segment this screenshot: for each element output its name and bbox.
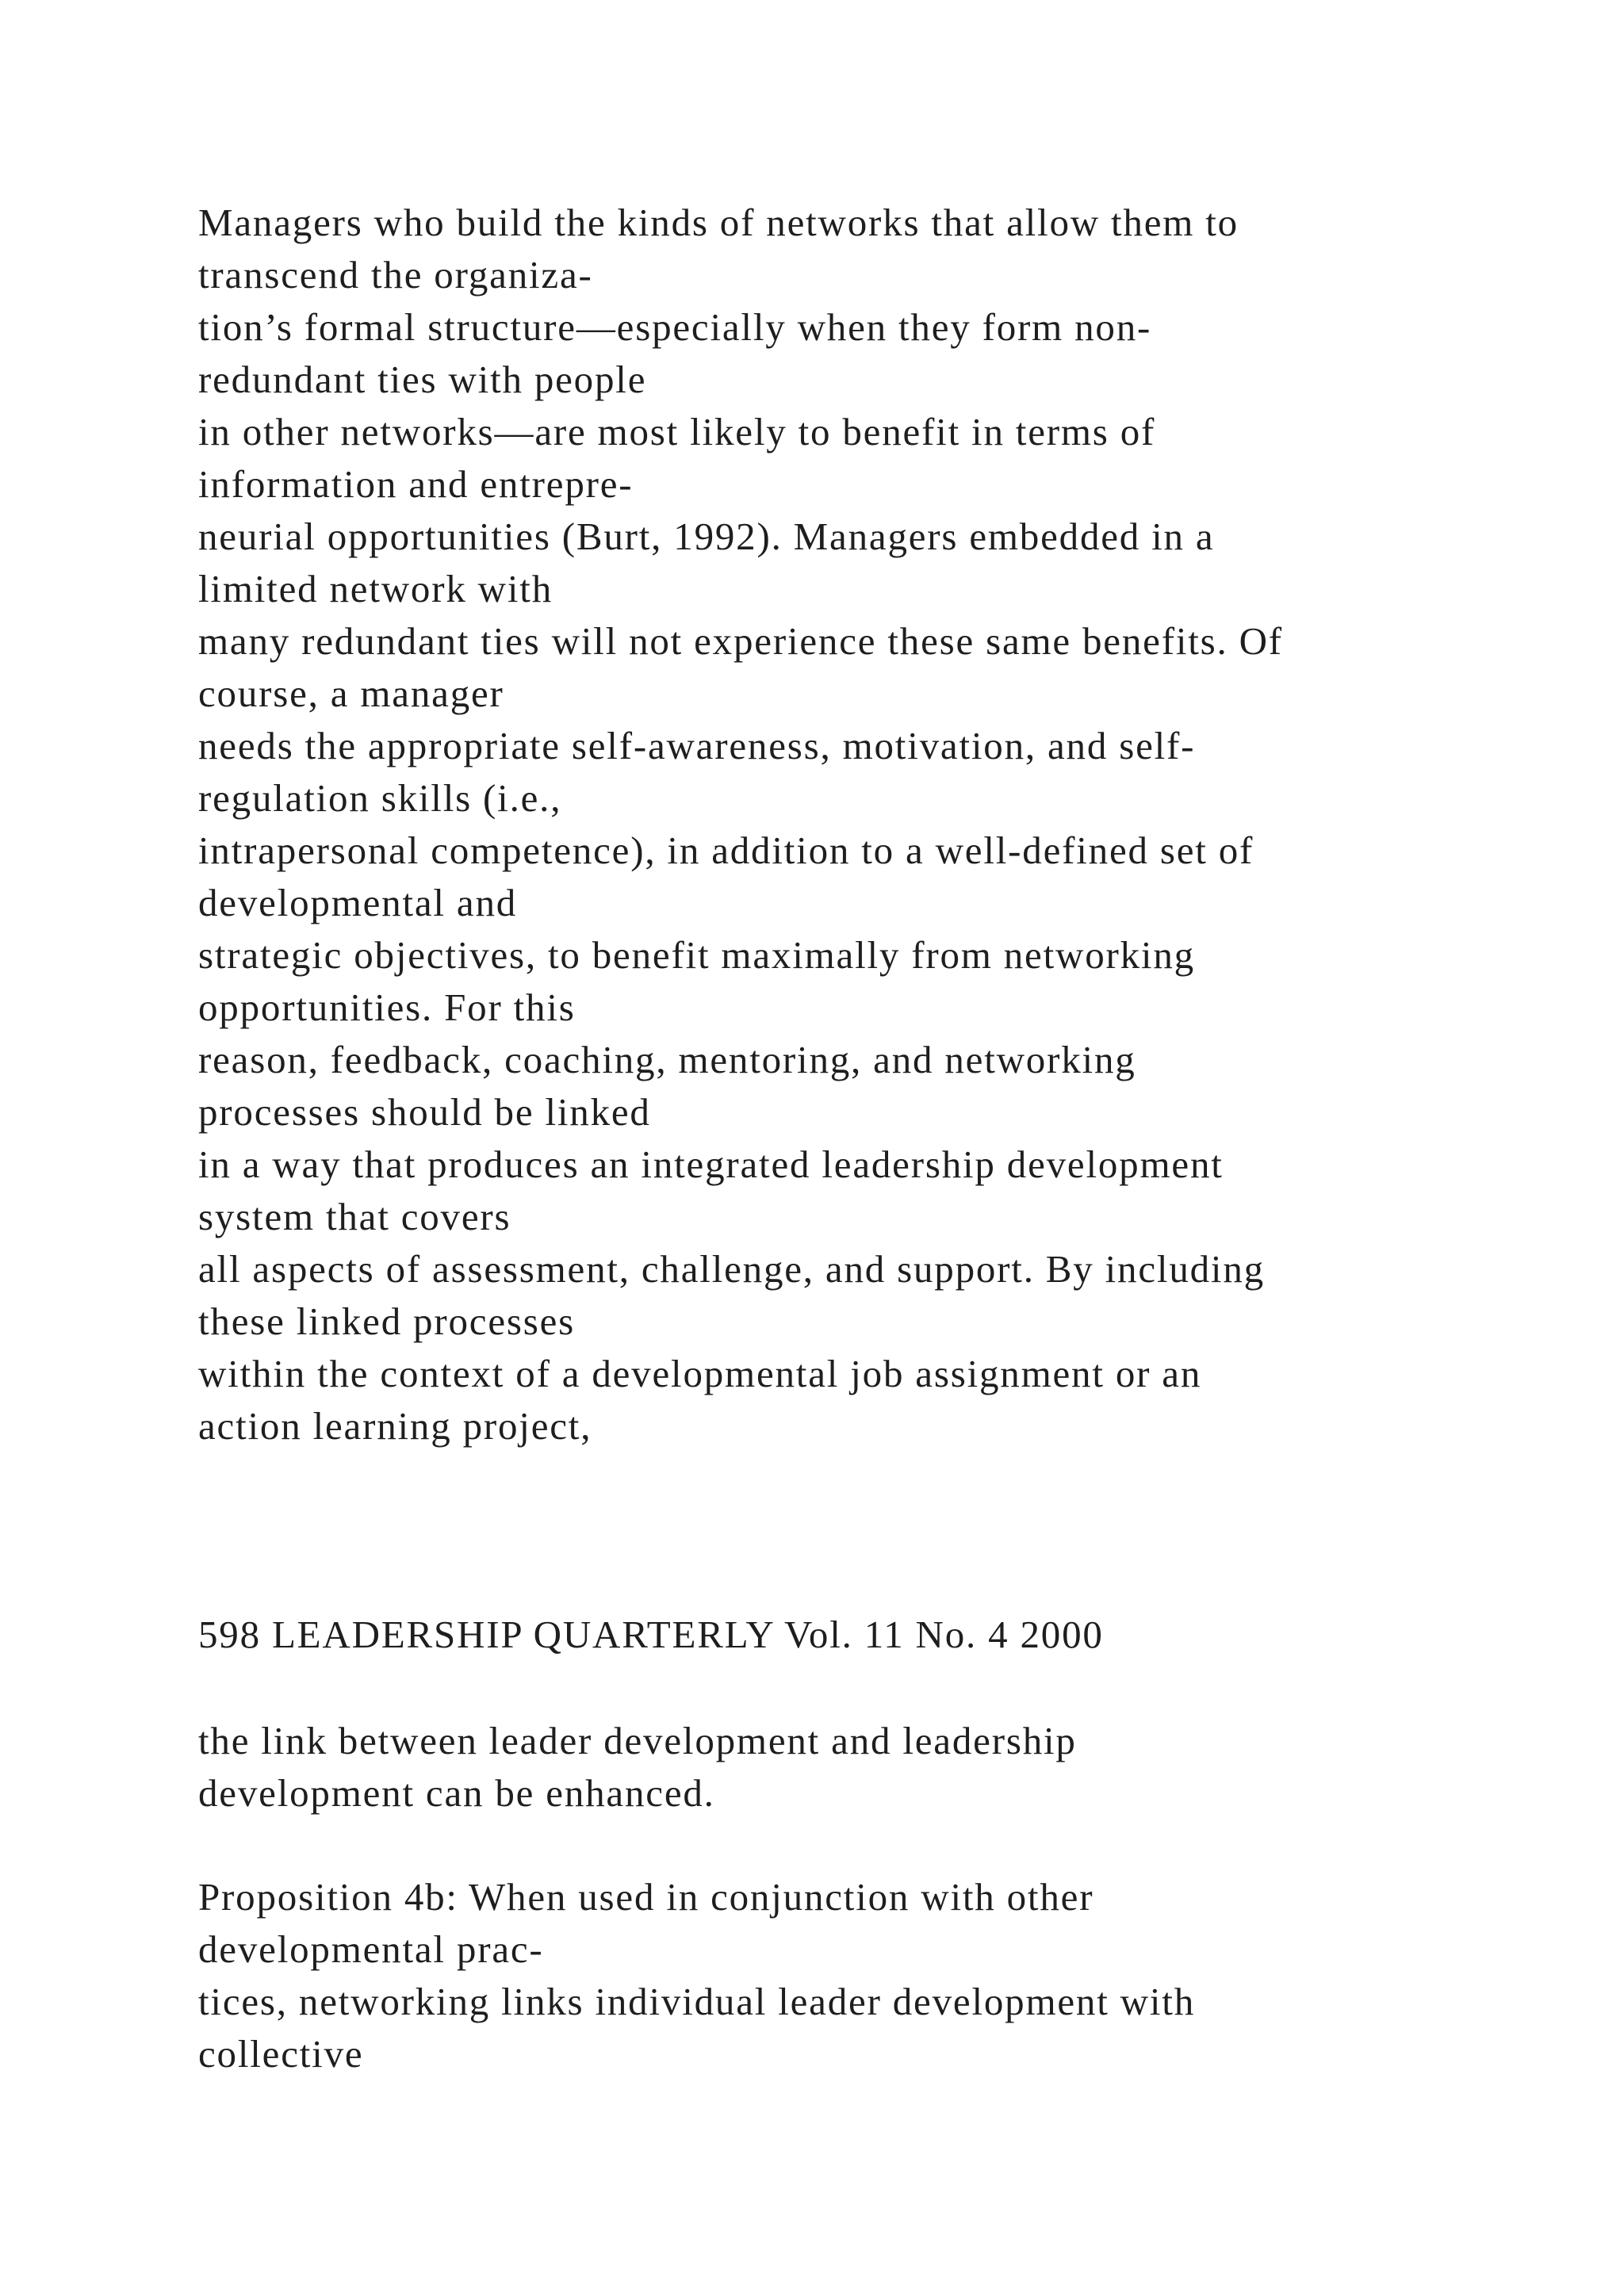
text-line: needs the appropriate self-awareness, motivation, and self- [198, 724, 1196, 767]
text-line: opportunities. For this [198, 985, 576, 1029]
text-line: Managers who build the kinds of networks that allow them to [198, 201, 1239, 244]
text-line: all aspects of assessment, challenge, and support. By including [198, 1247, 1265, 1291]
text-line: Proposition 4b: When used in conjunction with other [198, 1875, 1094, 1919]
text-line: information and entrepre- [198, 462, 634, 506]
text-line: tion’s formal structure—especially when they form non- [198, 305, 1152, 349]
text-line: redundant ties with people [198, 358, 647, 401]
text-line: in a way that produces an integrated leadership development [198, 1142, 1224, 1186]
text-line: regulation skills (i.e., [198, 776, 562, 820]
text-line: limited network with [198, 567, 553, 610]
text-line: development can be enhanced. [198, 1771, 715, 1815]
running-header: 598 LEADERSHIP QUARTERLY Vol. 11 No. 4 2000 [198, 1613, 1104, 1656]
text-line: developmental prac- [198, 1927, 544, 1971]
text-line: transcend the organiza- [198, 253, 593, 297]
text-line: neurial opportunities (Burt, 1992). Managers embedded in a [198, 515, 1215, 558]
text-line: intrapersonal competence), in addition to a well-defined set of [198, 828, 1254, 872]
text-line: tices, networking links individual leader development with [198, 1980, 1195, 2023]
text-line: system that covers [198, 1195, 511, 1238]
text-line: collective [198, 2032, 364, 2076]
text-line: these linked processes [198, 1299, 576, 1343]
text-line: course, a manager [198, 672, 504, 715]
text-line: the link between leader development and leadership [198, 1719, 1077, 1762]
text-line: developmental and [198, 881, 518, 924]
text-line: within the context of a developmental job assignment or an [198, 1352, 1202, 1395]
text-line: action learning project, [198, 1404, 592, 1448]
text-line: reason, feedback, coaching, mentoring, and networking [198, 1038, 1136, 1081]
text-line: processes should be linked [198, 1090, 651, 1134]
text-line: strategic objectives, to benefit maximally from networking [198, 933, 1195, 977]
text-line: in other networks—are most likely to benefit in terms of [198, 410, 1156, 453]
text-line: many redundant ties will not experience these same benefits. Of [198, 619, 1283, 663]
